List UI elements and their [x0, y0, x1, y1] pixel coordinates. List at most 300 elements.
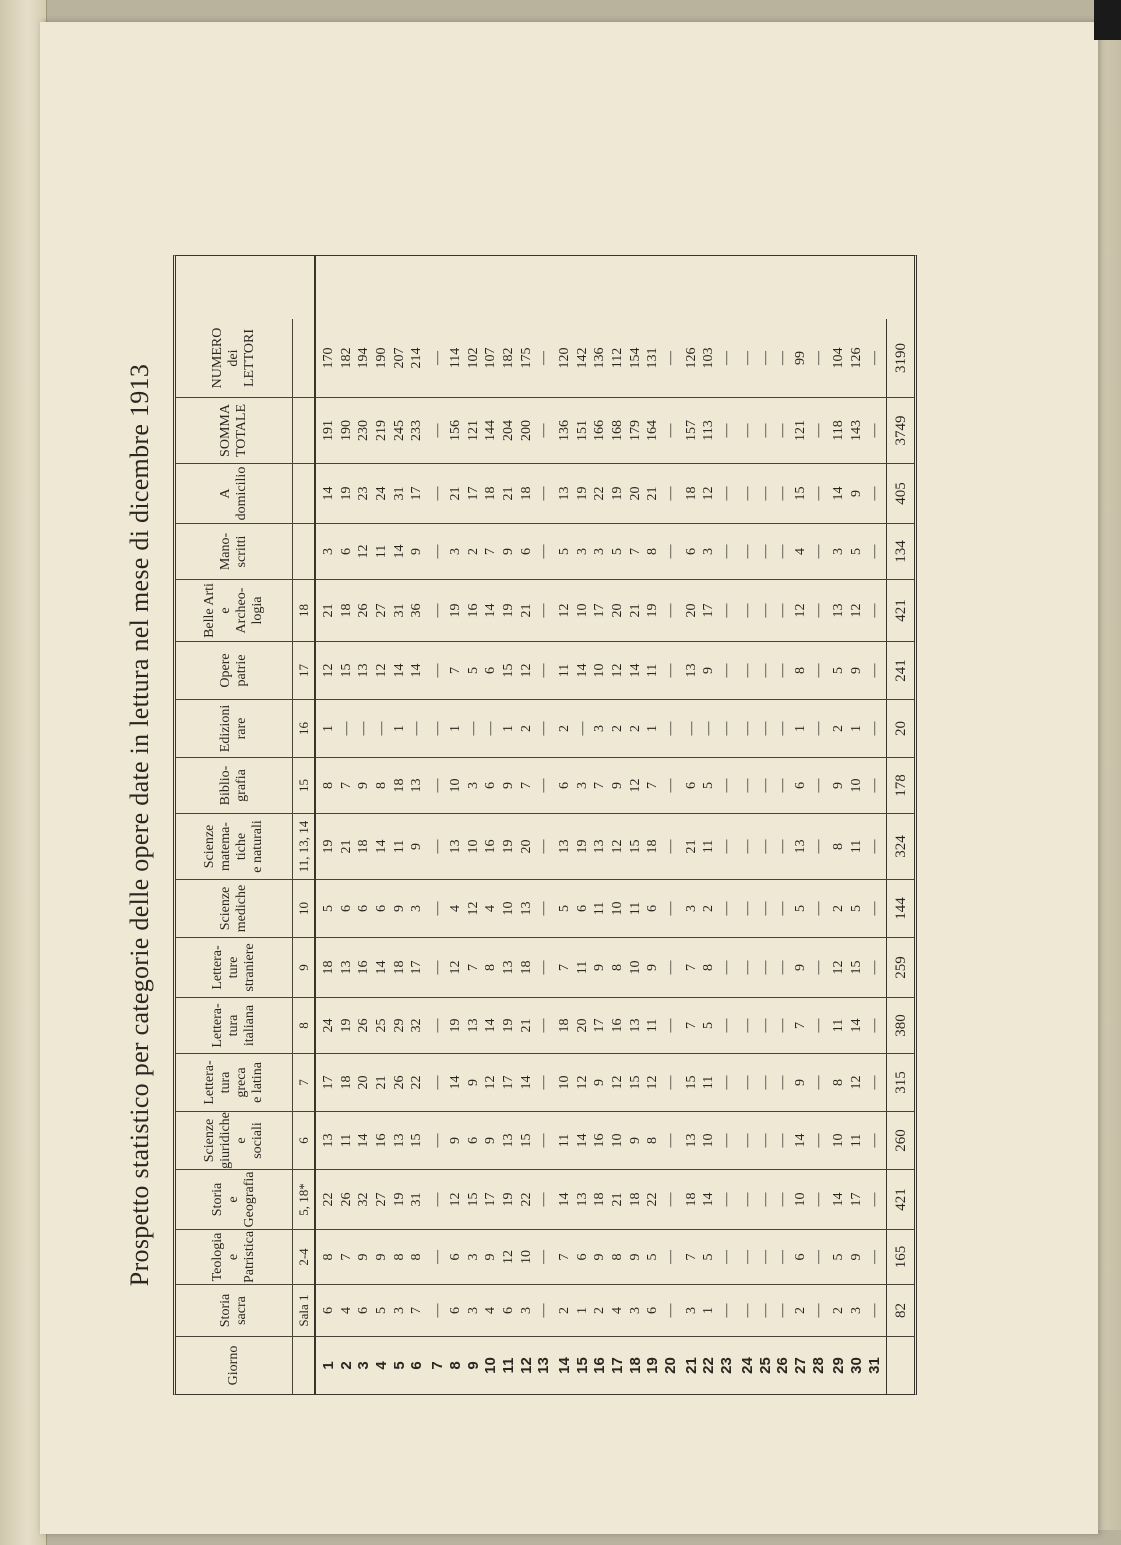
table-cell: 19 [447, 603, 463, 618]
column-values-storia_geografia [316, 1169, 886, 1229]
table-cell: 13 [409, 778, 425, 793]
table-cell: 18 [683, 1192, 699, 1207]
rotated-content [125, 255, 909, 1395]
table-cell: — [757, 721, 773, 736]
table-cell: 5 [556, 905, 572, 912]
table-cell: 15 [792, 486, 808, 501]
header-text: Belle Arti [202, 583, 217, 638]
table-cell: 175 [518, 347, 534, 369]
header-text: scritti [234, 535, 249, 568]
table-cell: — [430, 351, 446, 365]
table-cell: — [866, 1250, 882, 1264]
table-cell: 21 [321, 603, 336, 618]
table-cell: 10 [831, 1133, 847, 1148]
table-cell: 15 [409, 1133, 425, 1148]
column-header-somma [176, 397, 292, 463]
column-room-lett_greca_latina: 7 [292, 1053, 314, 1111]
header-text: e latina [250, 1062, 265, 1103]
table-cell: 18 [483, 486, 499, 501]
table-cell: 99 [792, 351, 808, 365]
table-cell: 26 [338, 1192, 354, 1207]
table-cell: 8 [321, 782, 336, 789]
table-cell: 19 [500, 839, 516, 854]
table-cell: — [810, 1133, 826, 1148]
table-cell: — [775, 486, 791, 501]
table-cell: 3 [848, 1307, 864, 1314]
table-cell: 4 [610, 1307, 625, 1314]
table-cell: 22 [518, 1192, 534, 1207]
header-text: greca [234, 1067, 249, 1098]
table-cell: 11 [627, 901, 643, 916]
table-cell: — [810, 839, 826, 854]
table-cell: 10 [556, 1075, 572, 1090]
table-cell: — [866, 1018, 882, 1033]
column-header-storia_geografia [176, 1169, 292, 1229]
table-cell: — [465, 721, 481, 736]
day-number: 31 [865, 1357, 883, 1374]
table-cell: — [663, 1192, 679, 1207]
table-cell: 6 [338, 905, 354, 912]
table-cell: — [757, 1250, 773, 1264]
table-cell: 7 [627, 548, 643, 555]
table-cell: 19 [338, 1018, 354, 1033]
table-cell: 17 [701, 603, 717, 618]
table-cell: 8 [610, 1253, 625, 1261]
column-values-manoscritti [316, 523, 886, 579]
table-cell: — [430, 1075, 446, 1090]
header-text: Scienze [202, 824, 217, 869]
table-cell: — [719, 721, 735, 736]
table-cell: — [739, 960, 755, 975]
table-cell: 14 [574, 663, 590, 678]
day-number: 8 [446, 1361, 464, 1370]
table-cell: 1 [701, 1307, 717, 1314]
header-text: tura [226, 1014, 241, 1037]
column-header-scienze_giuridiche [176, 1111, 292, 1169]
table-cell: — [430, 839, 446, 854]
table-cell: 9 [848, 667, 864, 674]
total-scienze_mediche: 144 [886, 879, 914, 937]
table-cell: — [775, 663, 791, 678]
table-cell: 18 [391, 960, 407, 975]
column-room-manoscritti [292, 523, 314, 579]
table-cell: 104 [831, 347, 847, 369]
table-cell: — [536, 603, 552, 618]
table-cell: — [430, 486, 446, 501]
table-cell: 9 [592, 1079, 608, 1086]
table-cell: 9 [447, 1137, 463, 1144]
table-cell: — [536, 351, 552, 365]
table-cell: 20 [574, 1018, 590, 1033]
table-cell: 204 [500, 420, 516, 441]
table-cell: 27 [374, 1192, 390, 1207]
table-cell: 21 [338, 839, 354, 854]
table-cell: 12 [848, 603, 864, 618]
table-cell: 5 [465, 667, 481, 674]
table-cell: 18 [683, 486, 699, 501]
table-cell: — [739, 901, 755, 916]
header-text: e [226, 1196, 241, 1203]
day-number: 20 [662, 1357, 680, 1374]
table-cell: 2 [627, 725, 643, 732]
table-cell: — [701, 721, 717, 736]
header-text: Edizioni [218, 704, 233, 753]
table-cell: — [866, 778, 882, 793]
table-cell: 21 [447, 486, 463, 501]
table-cell: — [719, 423, 735, 438]
table-cell: 16 [356, 960, 372, 975]
table-cell: — [536, 1303, 552, 1318]
table-cell: — [719, 1250, 735, 1264]
day-number: 29 [830, 1357, 848, 1374]
table-cell: 166 [592, 420, 608, 441]
header-text: Teologia [210, 1232, 225, 1282]
table-cell: 15 [627, 1075, 643, 1090]
table-cell: 13 [574, 1192, 590, 1207]
column-room-edizioni_rare: 16 [292, 699, 314, 757]
column-header-scienze_matematiche [176, 813, 292, 879]
table-cell: 21 [518, 603, 534, 618]
total-scienze_giuridiche: 260 [886, 1111, 914, 1169]
table-cell: 2 [701, 905, 717, 912]
table-cell: 6 [574, 1253, 590, 1261]
table-cell: — [663, 1018, 679, 1033]
table-cell: 2 [556, 1307, 572, 1314]
table-cell: 13 [592, 839, 608, 854]
table-cell: 102 [465, 347, 481, 369]
table-cell: 7 [645, 782, 661, 789]
table-cell: 18 [338, 603, 354, 618]
column-header-edizioni_rare [176, 699, 292, 757]
table-cell: — [719, 1192, 735, 1207]
table-cell: 3 [592, 725, 608, 732]
header-text: SOMMA [218, 404, 233, 457]
column-room-belle_arti: 18 [292, 579, 314, 641]
table-cell: — [430, 1133, 446, 1148]
table-cell: 6 [465, 1137, 481, 1144]
total-teologia: 165 [886, 1229, 914, 1284]
table-cell: 6 [356, 1307, 372, 1314]
table-cell: 16 [374, 1133, 390, 1148]
header-text: straniere [242, 943, 257, 992]
table-cell: 1 [500, 725, 516, 732]
table-cell: 5 [701, 782, 717, 789]
header-text: grafia [234, 769, 249, 802]
total-scienze_matematiche: 324 [886, 813, 914, 879]
table-cell: — [866, 721, 882, 736]
table-cell: 6 [500, 1307, 516, 1314]
table-cell: 3 [447, 548, 463, 555]
table-cell: — [810, 423, 826, 438]
statistics-table [173, 255, 917, 1395]
table-cell: 14 [447, 1075, 463, 1090]
table-cell: 23 [356, 486, 372, 501]
header-text: Biblio- [218, 765, 233, 806]
table-cell: — [663, 1075, 679, 1090]
table-cell: 12 [465, 901, 481, 916]
table-cell: — [866, 663, 882, 678]
table-cell: 5 [645, 1253, 661, 1261]
table-cell: 22 [409, 1075, 425, 1090]
column-values-scienze_giuridiche [316, 1111, 886, 1169]
table-cell: 1 [391, 725, 407, 732]
header-text: Patristica [242, 1230, 257, 1284]
column-values-teologia [316, 1229, 886, 1284]
day-number: 26 [774, 1357, 792, 1374]
table-cell: 12 [831, 960, 847, 975]
table-cell: 16 [610, 1018, 625, 1033]
column-header-lettori [176, 319, 292, 397]
table-cell: 5 [321, 905, 336, 912]
table-cell: 13 [831, 603, 847, 618]
table-cell: 13 [338, 960, 354, 975]
table-cell: 9 [592, 964, 608, 971]
table-cell: 8 [321, 1253, 336, 1261]
table-cell: — [757, 839, 773, 854]
day-number: 3 [355, 1361, 373, 1370]
table-cell: 6 [683, 782, 699, 789]
table-cell: 13 [500, 960, 516, 975]
table-cell: — [719, 778, 735, 793]
column-header-teologia [176, 1229, 292, 1284]
header-text: A [218, 488, 233, 499]
table-cell: 6 [792, 782, 808, 789]
table-cell: 164 [645, 420, 661, 441]
table-cell: 3 [574, 548, 590, 555]
table-cell: 190 [338, 420, 354, 441]
table-cell: 8 [831, 1079, 847, 1086]
table-cell: — [757, 1075, 773, 1090]
table-cell: — [866, 1303, 882, 1318]
table-cell: 15 [518, 1133, 534, 1148]
table-cell: 114 [447, 347, 463, 369]
table-cell: — [775, 1303, 791, 1318]
table-cell: 3 [701, 548, 717, 555]
day-number: 5 [390, 1361, 408, 1370]
table-cell: 11 [848, 839, 864, 854]
table-cell: 1 [645, 725, 661, 732]
table-cell: 6 [645, 1307, 661, 1314]
table-cell: — [739, 1133, 755, 1148]
table-cell: 107 [483, 347, 499, 369]
header-text: Archeo- [234, 587, 249, 634]
table-cell: 6 [792, 1253, 808, 1261]
table-cell: — [757, 1192, 773, 1207]
table-cell: 6 [447, 1253, 463, 1261]
table-cell: 142 [574, 347, 590, 369]
table-cell: 5 [610, 548, 625, 555]
table-cell: — [810, 721, 826, 736]
table-cell: 6 [356, 905, 372, 912]
day-number: 19 [644, 1357, 662, 1374]
day-number: 28 [809, 1357, 827, 1374]
table-cell: 20 [683, 603, 699, 618]
day-number: 9 [464, 1361, 482, 1370]
header-text: rare [234, 717, 249, 740]
total-somma: 3749 [886, 397, 914, 463]
table-cell: 7 [683, 1022, 699, 1029]
table-cell: 5 [848, 548, 864, 555]
table-cell: — [719, 603, 735, 618]
table-cell: 12 [500, 1250, 516, 1264]
table-cell: — [757, 663, 773, 678]
total-bibliografia: 178 [886, 757, 914, 813]
table-cell: 14 [374, 960, 390, 975]
total-edizioni_rare: 20 [886, 699, 914, 757]
table-cell: — [810, 778, 826, 793]
table-cell: — [536, 721, 552, 736]
table-cell: 7 [518, 782, 534, 789]
table-cell: 2 [610, 725, 625, 732]
table-cell: — [574, 721, 590, 736]
table-cell: — [866, 1133, 882, 1148]
column-values-bibliografia [316, 757, 886, 813]
table-cell: — [536, 1133, 552, 1148]
table-cell: 7 [556, 964, 572, 971]
table-cell: 17 [321, 1075, 336, 1090]
table-cell: 6 [321, 1307, 336, 1314]
table-cell: 1 [792, 725, 808, 732]
table-cell: 179 [627, 420, 643, 441]
table-cell: 8 [409, 1253, 425, 1261]
table-cell: — [430, 778, 446, 793]
table-cell: 9 [831, 782, 847, 789]
table-cell: 9 [409, 548, 425, 555]
table-cell: — [663, 486, 679, 501]
table-cell: — [739, 1075, 755, 1090]
table-cell: 168 [610, 420, 625, 441]
table-cell: — [663, 960, 679, 975]
day-number: 4 [373, 1361, 391, 1370]
table-cell: 10 [592, 663, 608, 678]
table-cell: 12 [848, 1075, 864, 1090]
table-cell: — [757, 603, 773, 618]
column-room-storia_geografia: 5, 18* [292, 1169, 314, 1229]
column-header-storia_sacra [176, 1284, 292, 1336]
column-header-lett_greca_latina [176, 1053, 292, 1111]
table-cell: — [719, 351, 735, 365]
table-cell: — [536, 1250, 552, 1264]
table-cell: 14 [831, 1192, 847, 1207]
table-cell: — [739, 1018, 755, 1033]
table-cell: 14 [574, 1133, 590, 1148]
column-values-lett_italiana [316, 997, 886, 1053]
table-cell: — [775, 960, 791, 975]
page-title: Prospetto statistico per categorie delle opere date in lettura nel mese di dicembre 1913 [125, 363, 154, 1287]
table-cell: 9 [374, 1253, 390, 1261]
table-cell: 19 [338, 486, 354, 501]
table-cell: 20 [518, 839, 534, 854]
table-cell: — [866, 901, 882, 916]
column-header-scienze_mediche [176, 879, 292, 937]
column-room-scienze_giuridiche: 6 [292, 1111, 314, 1169]
table-cell: 9 [465, 1079, 481, 1086]
table-cell: 11 [645, 663, 661, 678]
table-cell: 7 [409, 1307, 425, 1314]
table-cell: — [719, 663, 735, 678]
table-cell: — [719, 901, 735, 916]
day-number: 17 [609, 1357, 626, 1374]
table-cell: 14 [792, 1133, 808, 1148]
table-cell: — [739, 1250, 755, 1264]
table-cell: 13 [556, 486, 572, 501]
table-cell: 14 [374, 839, 390, 854]
table-cell: 14 [831, 486, 847, 501]
table-cell: 14 [321, 486, 336, 501]
table-cell: — [757, 423, 773, 438]
table-cell: — [430, 1303, 446, 1318]
table-cell: — [536, 1075, 552, 1090]
table-cell: 20 [356, 1075, 372, 1090]
table-cell: 22 [592, 486, 608, 501]
table-cell: 24 [321, 1018, 336, 1033]
table-cell: 200 [518, 420, 534, 441]
table-cell: 22 [645, 1192, 661, 1207]
table-cell: 3 [683, 1307, 699, 1314]
table-cell: — [810, 603, 826, 618]
table-cell: 11 [592, 901, 608, 916]
column-header-lett_straniere [176, 937, 292, 997]
scan-corner [1094, 0, 1121, 40]
table-cell: 4 [483, 1307, 499, 1314]
table-cell: 10 [447, 778, 463, 793]
column-values-lett_straniere [316, 937, 886, 997]
table-cell: — [663, 544, 679, 559]
table-cell: 11 [391, 839, 407, 854]
header-text: NUMERO [210, 327, 225, 389]
table-cell: 11 [374, 544, 390, 559]
table-cell: 12 [518, 663, 534, 678]
table-cell: 136 [556, 420, 572, 441]
day-number: 7 [429, 1361, 447, 1370]
table-cell: 12 [483, 1075, 499, 1090]
column-values-scienze_mediche [316, 879, 886, 937]
table-cell: 11 [848, 1133, 864, 1148]
table-cell: 12 [627, 778, 643, 793]
table-cell: 2 [592, 1307, 608, 1314]
header-text: tiche [234, 832, 249, 861]
table-cell: 230 [356, 420, 372, 441]
header-text: italiana [242, 1004, 257, 1047]
table-cell: — [866, 544, 882, 559]
table-cell: — [719, 960, 735, 975]
table-cell: 11 [556, 663, 572, 678]
column-header-giorno [176, 1336, 292, 1394]
table-cell: 3 [518, 1307, 534, 1314]
table-cell: 9 [792, 1079, 808, 1086]
table-cell: 11 [831, 1018, 847, 1033]
table-cell: 6 [574, 905, 590, 912]
table-cell: 26 [356, 603, 372, 618]
table-cell: 9 [500, 548, 516, 555]
header-text: logia [250, 596, 265, 625]
table-cell: — [719, 1075, 735, 1090]
table-cell: 9 [848, 1253, 864, 1261]
total-opere_patrie: 241 [886, 641, 914, 699]
table-cell: 21 [683, 839, 699, 854]
table-cell: 19 [321, 839, 336, 854]
table-cell: — [810, 1303, 826, 1318]
table-cell: 18 [556, 1018, 572, 1033]
table-cell: 8 [645, 1137, 661, 1144]
table-cell: — [430, 1018, 446, 1033]
table-cell: 17 [500, 1075, 516, 1090]
day-number: 27 [791, 1357, 809, 1374]
table-cell: 27 [374, 603, 390, 618]
table-cell: — [663, 423, 679, 438]
table-cell: 120 [556, 347, 572, 369]
table-cell: 13 [683, 1133, 699, 1148]
